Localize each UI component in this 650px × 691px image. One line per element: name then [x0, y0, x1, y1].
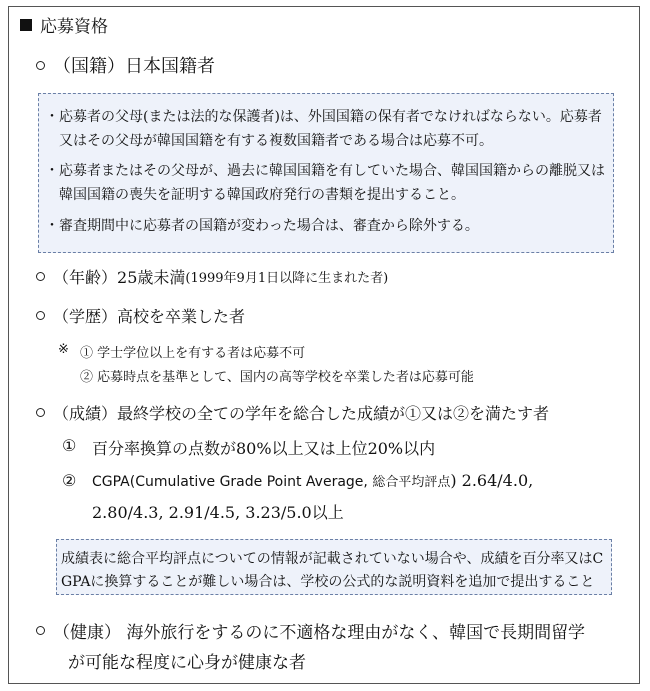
health-item — [36, 618, 585, 643]
grades-option2-line2: 2.80/4.3, 2.91/4.5, 3.23/5.0以上 — [92, 503, 344, 522]
grades-option1: 百分率換算の点数が80%以上又は上位20%以内 — [92, 439, 436, 458]
grades-note-line: GPAに換算することが難しい場合は、学校の公式的な説明資料を追加で提出すること — [61, 574, 595, 590]
education-item — [36, 304, 245, 327]
health-line2: が可能な程度に心身が健康な者 — [68, 653, 306, 673]
circle-bullet-icon — [36, 408, 45, 417]
circle-bullet-icon — [36, 626, 45, 635]
education-note-prefix: ※ — [58, 342, 69, 357]
black-square-icon — [20, 19, 32, 31]
circle-bullet-icon — [36, 61, 45, 70]
nationality-note-line: ・審査期間中に応募者の国籍が変わった場合は、審査から除外する。 — [45, 218, 479, 234]
nationality-item — [36, 52, 215, 78]
cgpa-jp-text: 総合平均評点 — [372, 475, 451, 490]
nationality-label: （国籍）日本国籍者 — [53, 56, 215, 77]
nationality-note-line: 韓国国籍の喪失を証明する韓国政府発行の書類を提出すること。 — [45, 187, 465, 203]
education-note-item: ① 学士学位以上を有する者は応募不可 — [80, 346, 306, 361]
cgpa-text: CGPA(Cumulative Grade Point Average, — [92, 474, 373, 490]
circle-bullet-icon — [36, 311, 45, 320]
heading-text: 応募資格 — [40, 17, 108, 37]
nationality-note-line: 又はその父母が韓国国籍を有する複数国籍者である場合は応募不可。 — [45, 133, 493, 149]
grades-option1-marker: ① — [62, 436, 77, 455]
cgpa-values-1: ) 2.64/4.0, — [450, 471, 534, 490]
grades-note-line: 成績表に総合平均評点についての情報が記載されていない場合や、成績を百分率又はC — [61, 551, 604, 567]
education-note-item: ② 応募時点を基準として、国内の高等学校を卒業した者は応募可能 — [80, 370, 474, 385]
section-heading — [20, 12, 108, 37]
nationality-note-line: ・応募者またはその父母が、過去に韓国国籍を有していた場合、韓国国籍からの離脱又は — [45, 163, 605, 179]
grades-item — [36, 401, 549, 424]
age-label: （年齢） — [53, 268, 118, 287]
nationality-note-line: ・応募者の父母(または法的な保護者)は、外国国籍の保有者でなければならない。応募者 — [45, 109, 602, 125]
age-item — [36, 265, 388, 288]
grades-note-box — [56, 539, 612, 595]
education-label: （学歴）高校を卒業した者 — [53, 307, 246, 326]
health-line1: （健康） 海外旅行をするのに不適格な理由がなく、韓国で長期間留学 — [53, 623, 586, 643]
grades-label: （成績）最終学校の全ての学年を総合した成績が①又は②を満たす者 — [53, 404, 550, 423]
circle-bullet-icon — [36, 272, 45, 281]
age-value: 25歳未満 — [117, 268, 186, 287]
age-note: (1999年9月1日以降に生まれた者) — [185, 271, 389, 286]
grades-option2-marker: ② — [62, 471, 77, 490]
nationality-note-box — [38, 93, 614, 253]
grades-option2-line1 — [92, 471, 533, 490]
